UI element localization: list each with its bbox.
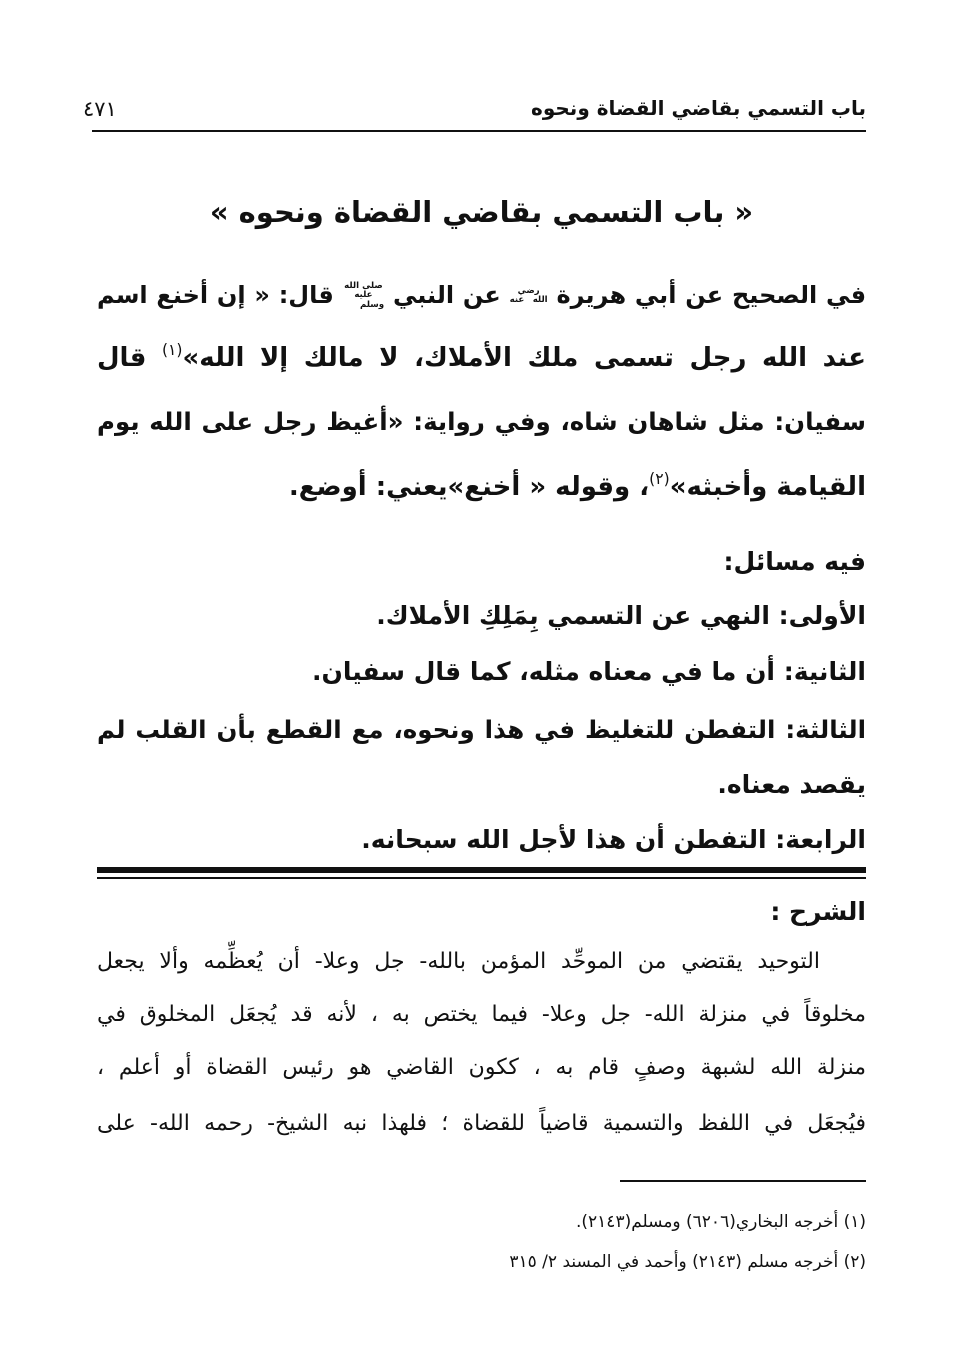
footnote-rule [620,1180,866,1182]
hadith-text: القيامة وأخبثه» [669,472,866,502]
honorific-companion: رضي الله عنه [509,285,548,305]
hadith-line [97,330,866,386]
commentary-line: مخلوقاً في منزلة الله- جل وعلا- فيما يختص به ، لأنه قد يُجعَل المخلوق في [97,1002,866,1027]
issue-line: الأولى: النهي عن التسمي بِمَلِكِ الأملاك. [376,601,866,630]
issue-line: الرابعة: التفطن أن هذا لأجل الله سبحانه. [361,825,866,854]
separator-thin-rule [97,877,866,879]
separator-thick-rule [97,867,866,873]
hadith-text: ، وقوله « أخنع»يعني: أوضع. [288,472,650,502]
footnote: (١) أخرجه البخاري(٦٢٠٦) ومسلم(٢١٤٣). [576,1212,866,1232]
hadith-text: في الصحيح عن أبي هريرة [556,281,866,309]
hadith-text: عند الله رجل تسمى ملك الأملاك، لا مالك إلا الله» [182,343,866,373]
running-header-title: باب التسمي بقاضي القضاة ونحوه [531,96,866,120]
footnote-ref: (٢) [649,470,670,489]
commentary-heading: الشرح : [770,897,866,926]
chapter-title: « باب التسمي بقاضي القضاة ونحوه » [209,195,754,229]
hadith-text: قال [97,343,147,373]
issue-line: يقصد معناه. [717,770,866,799]
hadith-text: عن النبي [392,281,501,309]
hadith-text: قال: « إن أخنع اسم [97,281,334,309]
honorific-prophet: صلى الله عليه وسلم [344,281,385,310]
commentary-line: التوحيد يقتضي من الموحِّد المؤمن بالله- جل وعلا- أن يُعظِّمه وألا يجعل [97,949,820,974]
header-rule [92,130,866,132]
issues-heading: فيه مسائل: [723,547,866,576]
hadith-line [97,459,866,515]
hadith-line: سفيان: مثل شاهان شاه، وفي رواية: «أغيظ رجل على الله يوم [97,407,866,436]
hadith-line [97,267,866,323]
issue-line: الثانية: أن ما في معناه مثله، كما قال سفيان. [312,657,866,686]
footnote-ref: (١) [161,341,183,360]
page-number: ٤٧١ [83,97,117,121]
commentary-line: فيُجعَل في اللفظ والتسمية قاضياً للقضاة ؛ فلهذا نبه الشيخ- رحمه الله- على [97,1111,866,1136]
footnote: (٢) أخرجه مسلم (٢١٤٣) وأحمد في المسند ٢/ ٣١٥ [509,1252,866,1272]
commentary-line: منزلة الله لشبهة وصفٍ قام به ، ككون القاضي هو رئيس القضاة أو أعلم ، [97,1055,866,1080]
issue-line: الثالثة: التفطن للتغليظ في هذا ونحوه، مع القطع بأن القلب لم [97,715,866,744]
